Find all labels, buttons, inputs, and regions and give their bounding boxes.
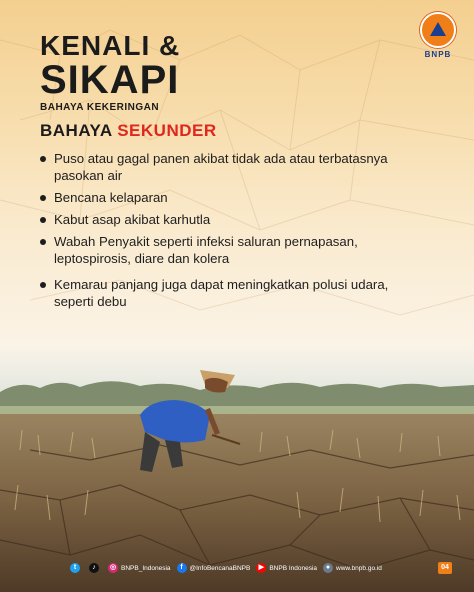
section-title-black: BAHAYA xyxy=(40,121,112,140)
website-link[interactable] xyxy=(323,563,382,573)
website-url: www.bnpb.go.id xyxy=(336,564,382,572)
section-title-red: SEKUNDER xyxy=(117,121,217,140)
page-number: 04 xyxy=(438,562,452,574)
instagram-link[interactable] xyxy=(108,563,171,573)
instagram-icon: ◎ xyxy=(109,564,117,571)
section-title xyxy=(40,121,217,141)
youtube-link[interactable] xyxy=(256,563,317,573)
logo-text: BNPB xyxy=(424,50,452,59)
title-block xyxy=(40,32,180,113)
bullet-list xyxy=(40,150,420,310)
title-line-2: SIKAPI xyxy=(40,58,180,102)
youtube-handle: BNPB Indonesia xyxy=(269,564,318,572)
title-line-1: KENALI & xyxy=(40,30,181,61)
facebook-handle: @InfoBencanaBNPB xyxy=(189,564,251,572)
twitter-icon: t xyxy=(70,563,80,573)
bnpb-emblem-icon xyxy=(420,12,456,48)
tiktok-link[interactable] xyxy=(89,563,102,573)
youtube-icon: ▶ xyxy=(256,563,266,573)
list-item: Bencana kelaparan xyxy=(40,189,420,206)
instagram-handle: BNPB_Indonesia xyxy=(121,564,171,572)
list-item: Kabut asap akibat karhutla xyxy=(40,211,420,228)
dry-field-farmer-photo xyxy=(0,340,474,592)
list-item: Puso atau gagal panen akibat tidak ada atau terbatasnya pasokan air xyxy=(40,150,420,184)
globe-icon: ● xyxy=(323,563,333,573)
tiktok-icon: ♪ xyxy=(89,563,99,573)
title-subtitle: BAHAYA KEKERINGAN xyxy=(40,102,160,113)
bnpb-logo xyxy=(420,12,456,59)
facebook-link[interactable] xyxy=(177,563,251,573)
list-item: Kemarau panjang juga dapat meningkatkan polusi udara, seperti debu xyxy=(40,276,420,310)
list-item: Wabah Penyakit seperti infeksi saluran pernapasan, leptospirosis, diare dan kolera xyxy=(40,233,420,267)
twitter-link[interactable] xyxy=(70,563,83,573)
facebook-icon: f xyxy=(177,563,187,573)
footer-bar xyxy=(0,556,474,580)
